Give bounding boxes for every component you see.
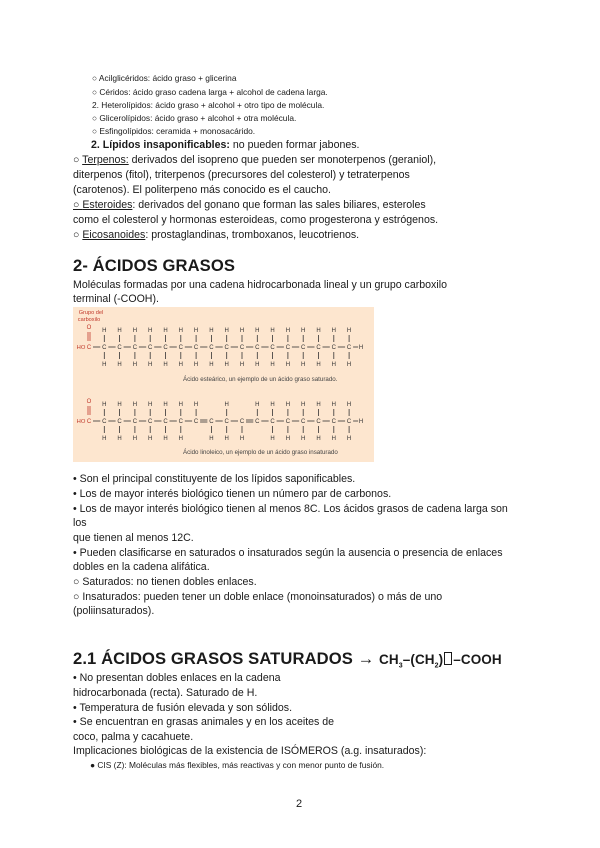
hydrogen-label: H	[178, 328, 183, 334]
carbon-label: C	[117, 345, 122, 351]
hydrogen-label: H	[117, 328, 122, 334]
carbon-label: C	[148, 345, 153, 351]
carbon-label: C	[209, 419, 214, 425]
bullet-line-4: los	[73, 517, 87, 529]
esteroides-line-2: como el colesterol y hormonas esteroideas, como progesterona y estrógenos.	[73, 214, 439, 226]
bullet-line-5: que tienen al menos 12C.	[73, 532, 194, 544]
carbon-label: C	[102, 419, 107, 425]
carbon-label: C	[86, 345, 92, 351]
caption-stearic: Ácido esteárico, un ejemplo de un ácido graso saturado.	[183, 376, 338, 383]
hydrogen-label: H	[285, 362, 291, 368]
bullet-line-10: (poliinsaturados).	[73, 605, 155, 617]
hydrogen-label: H	[102, 436, 107, 442]
terpenos-text: derivados del isopreno que pueden ser monoterpenos (geraniol),	[128, 154, 437, 166]
hydrogen-label: H	[239, 362, 245, 368]
hydrogen-label: H	[224, 328, 229, 334]
carbon-label: C	[132, 345, 138, 351]
hydrogen-label: H	[193, 328, 199, 334]
carbon-label: C	[270, 419, 275, 425]
hydrogen-label: H	[301, 362, 306, 368]
hydrogen-label: H	[331, 328, 336, 334]
bullet-line-7: dobles en la cadena alifática.	[73, 561, 210, 573]
hydrogen-label: H	[224, 436, 229, 442]
carboxyl-group-label: carboxilo	[77, 317, 101, 323]
eicosanoides-text: : prostaglandinas, tromboxanos, leucotrienos.	[145, 229, 360, 241]
hydrogen-label: H	[224, 402, 229, 408]
bullet-line-3: • Los de mayor interés biológico tienen al menos 8C. Los ácidos grasos de cadena larga son	[73, 503, 508, 515]
carbon-label: C	[239, 345, 245, 351]
saturated-line-5: coco, palma y cacahuete.	[73, 731, 194, 743]
carbon-label: C	[285, 345, 291, 351]
hydrogen-label: H	[358, 419, 364, 425]
list-item-esfingolipidos: ○ Esfingolípidos: ceramida + monosacárido.	[92, 126, 256, 136]
hydrogen-label: H	[193, 402, 199, 408]
formula: $CH_3-(CH_2)$ –COOH	[379, 652, 502, 670]
carbon-label: C	[224, 419, 229, 425]
carbon-label: C	[255, 419, 260, 425]
carbon-label: C	[255, 345, 260, 351]
saturated-line-2: hidrocarbonada (recta). Saturado de H.	[73, 687, 258, 699]
hydrogen-label: H	[285, 328, 291, 334]
hydrogen-label: H	[148, 328, 153, 334]
carbon-label: C	[193, 345, 199, 351]
terpenos-line-1	[73, 153, 436, 167]
carbon-label: C	[316, 345, 321, 351]
esteroides-line-1	[73, 198, 426, 212]
hydrogen-label: H	[117, 436, 122, 442]
hydrogen-label: H	[316, 362, 321, 368]
hydrogen-label: H	[239, 436, 245, 442]
hydrogen-label: H	[102, 402, 107, 408]
hydrogen-label: H	[209, 436, 214, 442]
carbon-label: C	[285, 419, 291, 425]
carbon-label: C	[346, 419, 352, 425]
oxygen-label: O	[86, 399, 92, 405]
insaponificables-line	[91, 138, 360, 152]
hydrogen-label: H	[148, 362, 153, 368]
bullet-line-9: ○ Insaturados: pueden tener un doble enlace (monoinsaturados) o más de uno	[73, 591, 443, 603]
carbon-label: C	[331, 345, 336, 351]
terpenos-line-2: diterpenos (fitol), triterpenos (precursores del colesterol) y tetraterpenos	[73, 169, 410, 181]
carbon-label: C	[331, 419, 336, 425]
terpenos-term: Terpenos:	[82, 154, 129, 166]
carbon-label: C	[301, 345, 306, 351]
hydrogen-label: H	[178, 402, 183, 408]
hydrogen-label: H	[117, 402, 122, 408]
bullet-line-6: • Pueden clasificarse en saturados o insaturados según la ausencia o presencia de enlaces	[73, 547, 503, 559]
hydrogen-label: H	[255, 402, 260, 408]
hydrogen-label: H	[148, 436, 153, 442]
hydrogen-label: H	[346, 362, 352, 368]
hydrogen-label: H	[255, 362, 260, 368]
section-intro-line-1: Moléculas formadas por una cadena hidrocarbonada lineal y un grupo carboxilo	[73, 279, 447, 291]
section-heading-text: 2.1 ÁCIDOS GRASOS SATURADOS →	[73, 649, 380, 668]
hydrogen-label: H	[358, 345, 364, 351]
hydrogen-label: H	[148, 402, 153, 408]
section-heading-saturados	[73, 649, 502, 670]
hydrogen-label: H	[163, 402, 168, 408]
carbon-label: C	[346, 345, 352, 351]
hydrogen-label: H	[209, 362, 214, 368]
hydrogen-label: H	[270, 402, 275, 408]
carbon-label: C	[117, 419, 122, 425]
hydrogen-label: H	[285, 436, 291, 442]
missing-glyph-box	[444, 652, 452, 665]
hydrogen-label: H	[301, 436, 306, 442]
fatty-acid-structures	[73, 307, 374, 462]
hydrogen-label: H	[224, 362, 229, 368]
carbon-label: C	[148, 419, 153, 425]
hydrogen-label: H	[285, 402, 291, 408]
hydrogen-label: H	[132, 436, 138, 442]
hydrogen-label: H	[117, 362, 122, 368]
esteroides-term: ○ Esteroides	[73, 199, 133, 211]
terpenos-line-3: (carotenos). El politerpeno más conocido es el caucho.	[73, 184, 331, 196]
hydrogen-label: H	[316, 436, 321, 442]
hydrogen-label: H	[316, 402, 321, 408]
hydrogen-label: H	[178, 362, 183, 368]
hydrogen-label: H	[346, 402, 352, 408]
carbon-label: C	[301, 419, 306, 425]
bullet: ○	[73, 154, 83, 166]
carbon-label: C	[193, 419, 199, 425]
saturated-line-7: ● CIS (Z): Moléculas más flexibles, más reactivas y con menor punto de fusión.	[90, 760, 385, 770]
saturated-line-3: • Temperatura de fusión elevada y son sólidos.	[73, 702, 293, 714]
hydrogen-label: H	[346, 436, 352, 442]
saturated-line-1: • No presentan dobles enlaces en la cadena	[73, 672, 281, 684]
carbon-label: C	[102, 345, 107, 351]
hydrogen-label: H	[331, 436, 336, 442]
hydrogen-label: H	[346, 328, 352, 334]
hydrogen-label: H	[163, 328, 168, 334]
section-heading-acidos-grasos: 2- ÁCIDOS GRASOS	[73, 256, 236, 275]
carbon-label: C	[270, 345, 275, 351]
page-number: 2	[296, 798, 303, 810]
hydrogen-label: H	[255, 328, 260, 334]
carbon-label: C	[132, 419, 138, 425]
hydrogen-label: H	[301, 402, 306, 408]
hydrogen-label: H	[163, 362, 168, 368]
hydrogen-label: H	[209, 328, 214, 334]
hydrogen-label: H	[102, 362, 107, 368]
saturated-line-4: • Se encuentran en grasas animales y en los aceites de	[73, 716, 335, 728]
saturated-line-6: Implicaciones biológicas de la existencia de ISÓMEROS (a.g. insaturados):	[73, 745, 427, 757]
hydrogen-label: H	[270, 436, 275, 442]
esteroides-text: : derivados del gonano que forman las sales biliares, esteroles	[132, 199, 426, 211]
carbon-label: C	[316, 419, 321, 425]
carbon-label: C	[163, 419, 168, 425]
bullet-line-1: • Son el principal constituyente de los lípidos saponificables.	[73, 473, 356, 485]
hydrogen-label: H	[331, 362, 336, 368]
carbon-label: C	[239, 419, 245, 425]
list-item-ceridos: ○ Céridos: ácido graso cadena larga + alcohol de cadena larga.	[92, 87, 328, 97]
carbon-label: C	[178, 419, 183, 425]
list-item-acilgliceridos: ○ Acilglicéridos: ácido graso + glicerina	[92, 73, 237, 83]
oxygen-label: O	[86, 325, 92, 331]
carbon-label: C	[163, 345, 168, 351]
carbon-label: C	[224, 345, 229, 351]
hydrogen-label: H	[316, 328, 321, 334]
hydrogen-label: H	[132, 328, 138, 334]
hydrogen-label: H	[331, 402, 336, 408]
bullet-line-8: ○ Saturados: no tienen dobles enlaces.	[73, 576, 257, 588]
hydrogen-label: H	[178, 436, 183, 442]
carbon-label: C	[86, 419, 92, 425]
hydrogen-label: H	[270, 328, 275, 334]
hydroxyl-label: HO	[76, 345, 86, 351]
hydrogen-label: H	[239, 328, 245, 334]
hydrogen-label: H	[102, 328, 107, 334]
hydrogen-label: H	[132, 402, 138, 408]
hydrogen-label: H	[132, 362, 138, 368]
hydrogen-label: H	[270, 362, 275, 368]
hydroxyl-label: HO	[76, 419, 86, 425]
list-item-heterolipidos: 2. Heterolípidos: ácido graso + alcohol + otro tipo de molécula.	[92, 100, 325, 110]
bullet: ○	[73, 229, 83, 241]
caption-linoleic: Ácido linoleico, un ejemplo de un ácido graso insaturado	[183, 449, 338, 456]
bullet-line-2: • Los de mayor interés biológico tienen un número par de carbonos.	[73, 488, 392, 500]
carbon-label: C	[209, 345, 214, 351]
carbon-label: C	[178, 345, 183, 351]
eicosanoides-line	[73, 228, 359, 242]
hydrogen-label: H	[193, 362, 199, 368]
hydrogen-label: H	[163, 436, 168, 442]
insaponificables-label: 2. Lípidos insaponificables:	[91, 139, 230, 151]
insaponificables-text: no pueden formar jabones.	[229, 139, 360, 151]
list-item-glicerolipidos: ○ Glicerolípidos: ácido graso + alcohol + otra molécula.	[92, 113, 297, 123]
carboxyl-group-label: Grupo del	[78, 310, 104, 316]
hydrogen-label: H	[301, 328, 306, 334]
fatty-acid-figure	[73, 307, 374, 462]
section-intro-line-2: terminal (-COOH).	[73, 293, 159, 305]
eicosanoides-term: Eicosanoides	[82, 229, 146, 241]
